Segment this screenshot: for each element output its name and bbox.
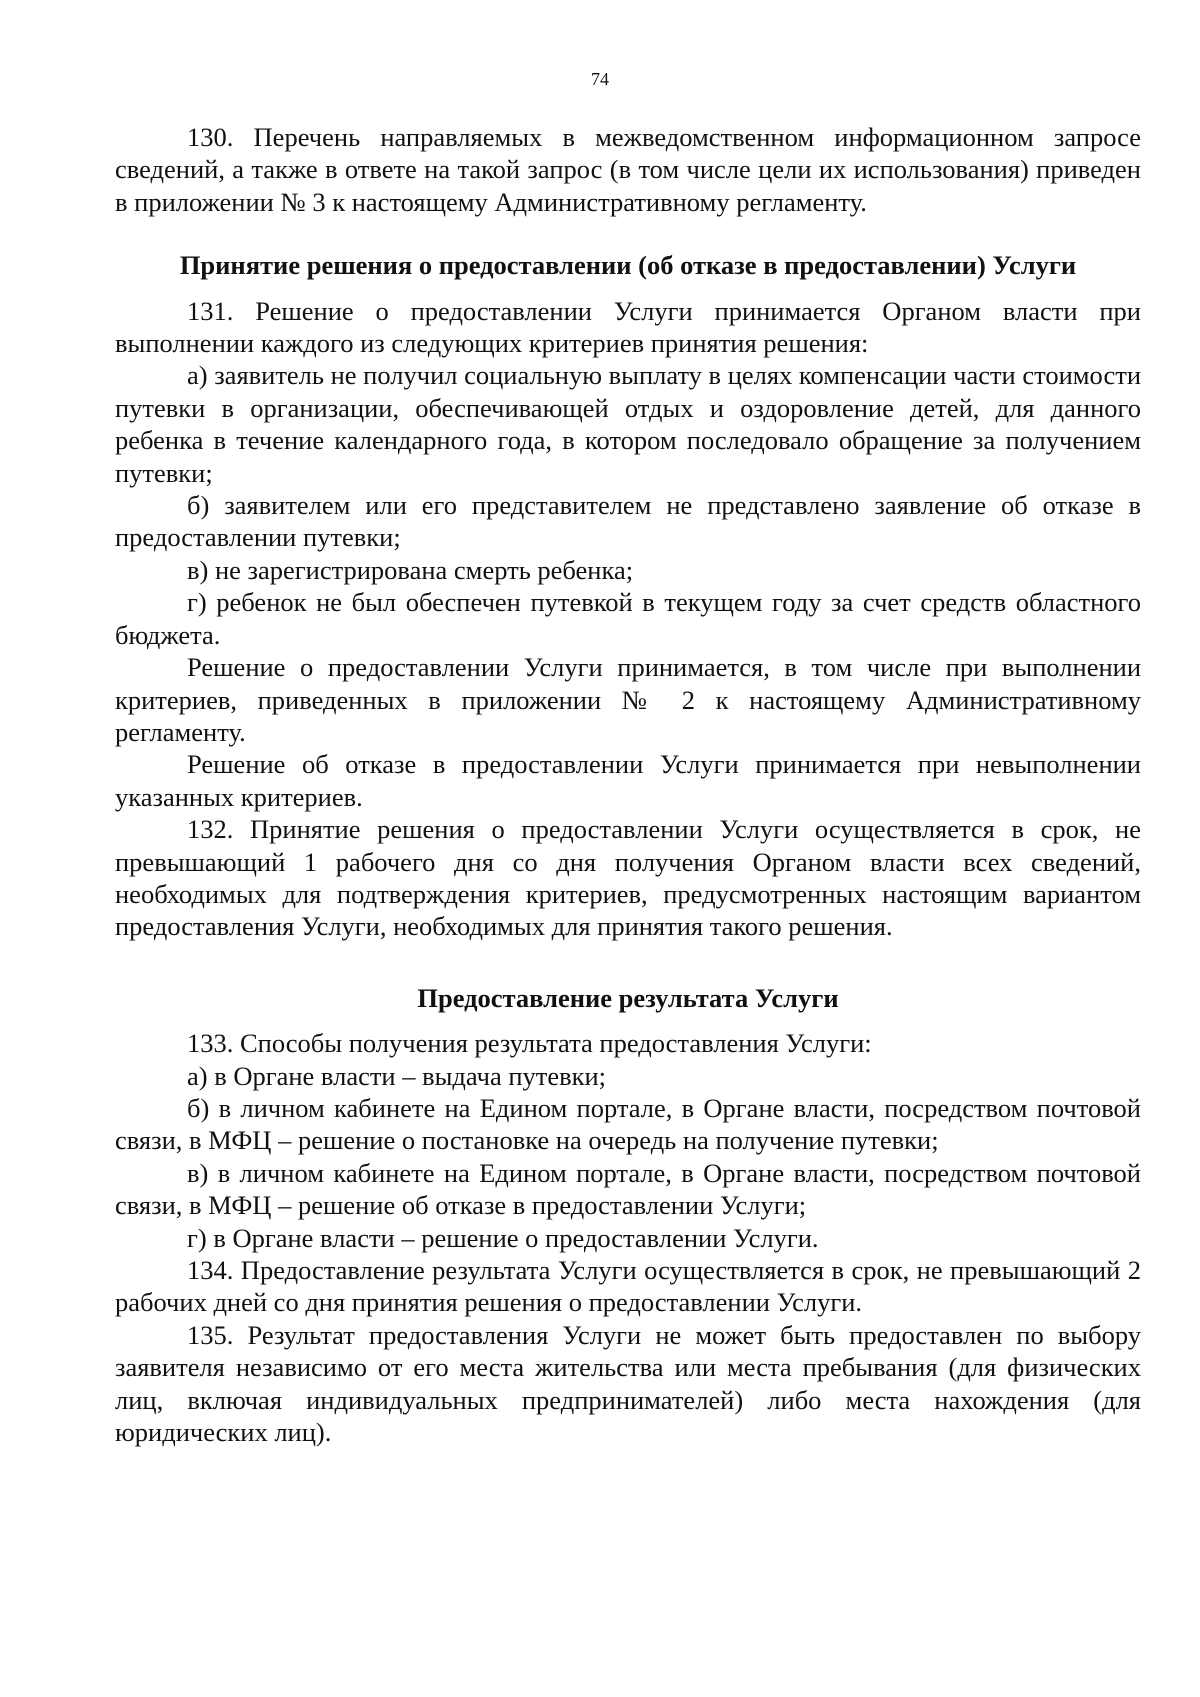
- paragraph-133: 133. Способы получения результата предоставления Услуги:: [187, 1028, 872, 1059]
- section-heading-decision: Принятие решения о предоставлении (об отказе в предоставлении) Услуги: [179, 250, 1077, 281]
- section-heading-result: Предоставление результата Услуги: [417, 982, 839, 1013]
- page-number: 74: [591, 69, 609, 89]
- paragraph-131-a: а) заявитель не получил социальную выплату в целях компенсации части стоимости путевки в организации, обеспечивающей отдых и оздоровление детей, для данного ребенка в течение календарного года, в котором последовало обращение за получением путевки;: [115, 360, 1141, 488]
- paragraph-131-refusal: Решение об отказе в предоставлении Услуги принимается при невыполнении указанных критериев.: [115, 749, 1141, 812]
- paragraph-135: 135. Результат предоставления Услуги не может быть предоставлен по выбору заявителя независимо от его места жительства или места пребывания (для физических лиц, включая индивидуальных предпринимателей) либо места нахождения (для юридических лиц).: [115, 1319, 1141, 1448]
- paragraph-130: 130. Перечень направляемых в межведомственном информационном запросе сведений, а также в ответе на такой запрос (в том числе цели их использования) приведен в приложении № 3 к настоящему Административному регламенту.: [115, 122, 1141, 217]
- paragraph-133-v: в) в личном кабинете на Едином портале, в Органе власти, посредством почтовой связи, в МФЦ – решение об отказе в предоставлении Услуги;: [115, 1157, 1141, 1221]
- paragraph-133-b: б) в личном кабинете на Едином портале, в Органе власти, посредством почтовой связи, в МФЦ – решение о постановке на очередь на получение путевки;: [115, 1092, 1141, 1156]
- paragraph-133-a: а) в Органе власти – выдача путевки;: [187, 1060, 607, 1091]
- paragraph-132: 132. Принятие решения о предоставлении Услуги осуществляется в срок, не превышающий 1 рабочего дня со дня получения Органом власти всех сведений, необходимых для подтверждения критериев, предусмотренных настоящим вариантом предоставления Услуги, необходимых для принятия такого решения.: [115, 814, 1141, 942]
- paragraph-134: 134. Предоставление результата Услуги осуществляется в срок, не превышающий 2 рабочих дней со дня принятия решения о предоставлении Услуги.: [115, 1255, 1141, 1318]
- document-body: [115, 121, 1141, 1448]
- paragraph-131-decision: Решение о предоставлении Услуги принимается, в том числе при выполнении критериев, приведенных в приложении № 2 к настоящему Административному регламенту.: [115, 652, 1141, 747]
- paragraph-131: 131. Решение о предоставлении Услуги принимается Органом власти при выполнении каждого из следующих критериев принятия решения:: [115, 295, 1141, 359]
- paragraph-131-v: в) не зарегистрирована смерть ребенка;: [187, 554, 634, 585]
- paragraph-133-g: г) в Органе власти – решение о предоставлении Услуги.: [187, 1222, 819, 1253]
- paragraph-131-b: б) заявителем или его представителем не представлено заявление об отказе в предоставлении путевки;: [115, 490, 1141, 553]
- paragraph-131-g: г) ребенок не был обеспечен путевкой в текущем году за счет средств областного бюджета.: [115, 587, 1141, 650]
